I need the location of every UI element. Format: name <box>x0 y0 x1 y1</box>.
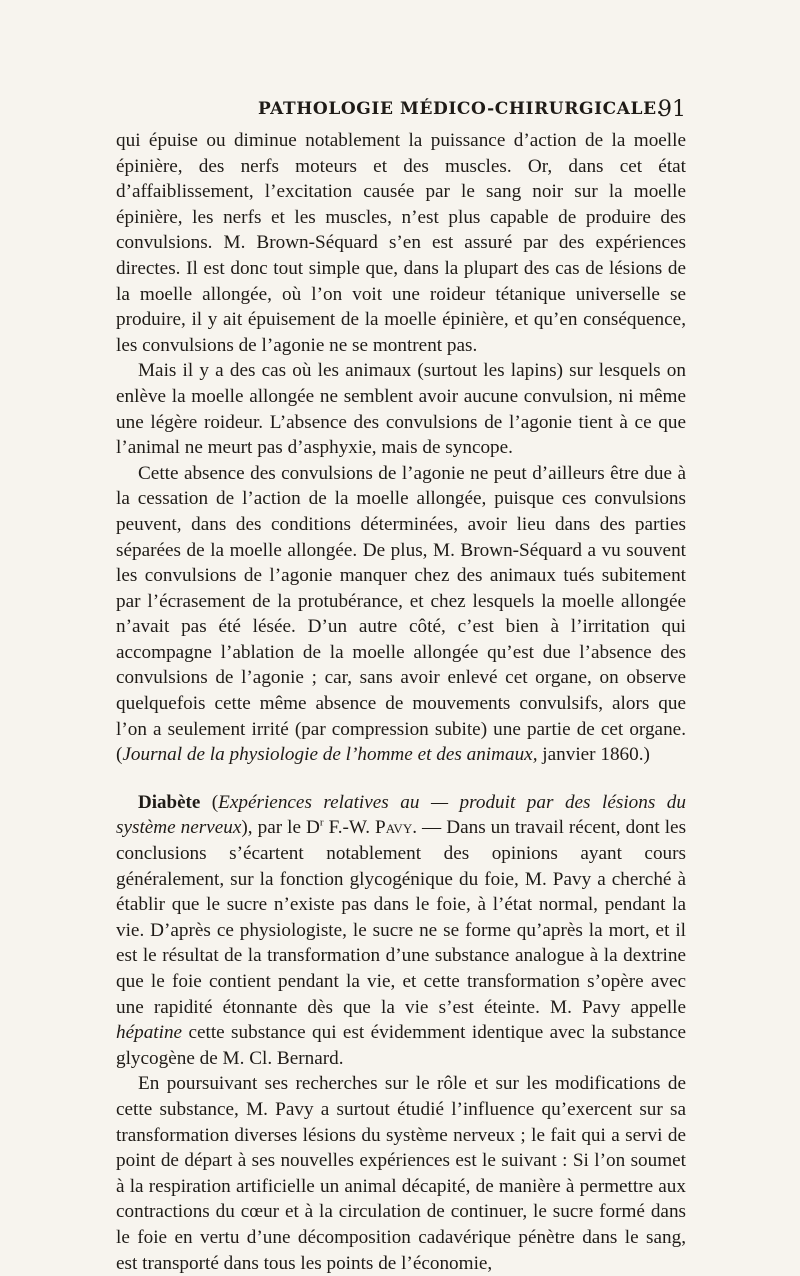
paragraph-1: qui épuise ou diminue notablement la puissance d’action de la moelle épinière, des nerfs moteurs et des muscles. Or, dans cet état d’affaiblissement, l’excitation causée par le sang noir sur la moelle épinière, les nerfs et les muscles, n’est plus capable de produire des convulsions. M. Brown-Séquard s’en est assuré par des expériences directes. Il est donc tout simple que, dans la plupart des cas de lésions de la moelle allongée, où l’on voit une roideur tétanique universelle se produire, il y ait épuisement de la moelle épinière, et qu’en conséquence, les convulsions de l’agonie ne se montrent pas. <box>116 130 686 356</box>
paragraph-diabete <box>116 790 686 1072</box>
paragraph-3 <box>116 461 686 768</box>
page-header <box>116 97 686 127</box>
author-name: F.-W. Pavy <box>323 817 413 839</box>
section-gap <box>116 768 686 790</box>
paragraph-diabete-end: cette substance qui est évidemment identique avec la substance glycogène de M. Cl. Bernard. <box>116 1022 686 1069</box>
paragraph-pavy-research: En poursuivant ses recherches sur le rôle et sur les modifications de cette substance, M. Pavy a surtout étudié l’influence qu’exercent sur sa transformation diverses lésions du système nerveux ; le fait qui a servi de point de départ à ses nouvelles expériences est le suivant : Si l’on soumet à la respiration artificielle un animal décapité, de manière à permettre aux contractions du cœur et à la circulation de continuer, le sucre formé dans le foie en vertu d’une décomposition cadavérique pénètre dans le sang, est transporté dans tous les points de l’économie, <box>116 1073 686 1274</box>
body-text <box>116 128 686 1276</box>
running-title: PATHOLOGIE MÉDICO-CHIRURGICALE. <box>258 99 664 119</box>
section-subtitle: Expériences relatives au — produit par des lésions du système nerveux <box>116 791 686 839</box>
hepatine-term: hépatine <box>116 1022 183 1044</box>
reference-open: ( <box>116 744 123 766</box>
journal-reference-title: Journal de la physiologie de l’homme et des animaux, <box>122 744 538 766</box>
doctor-superscript: r <box>319 817 324 830</box>
section-lead-word: Diabète <box>138 791 201 813</box>
paragraph-2: Mais il y a des cas où les animaux (surtout les lapins) sur lesquels on enlève la moelle allongée ne semblent avoir aucune convulsion, ni même une légère roideur. L’absence des convulsions de l’agonie tient à ce que l’animal ne meurt pas d’asphyxie, mais de syncope. <box>116 360 686 459</box>
journal-reference-date: janvier 1860.) <box>537 744 650 766</box>
subtitle-open: ( <box>200 791 219 813</box>
paragraph-3-text: Cette absence des convulsions de l’agonie ne peut d’ailleurs être due à la cessation de l’action de la moelle allongée, puisque ces convulsions peuvent, dans des conditions déterminées, avoir lieu dans des parties séparées de la moelle allongée. De plus, M. Brown-Séquard a vu souvent les convulsions de l’agonie manquer chez des animaux tués subitement par l’écrasement de la protubérance, et chez lesquels la moelle allongée n’avait pas été lésée. D’un autre côté, c’est bien à l’irritation qui accompagne l’ablation de la moelle allongée qu’est due l’absence des convulsions de l’agonie ; car, sans avoir enlevé cet organe, on observe quelquefois cette même absence de mouvements convulsifs, alors que l’on a seulement irrité (par compression subite) une partie de cet organe. <box>116 462 686 740</box>
page-number: 91 <box>658 97 686 122</box>
paragraph-diabete-text: . — Dans un travail récent, dont les conclusions s’écartent notablement des opinions ayant cours généralement, sur la fonction glycogénique du foie, M. Pavy a cherché à établir que le sucre n’existe pas dans le foie, à l’état normal, pendant la vie. D’après ce physiologiste, le sucre ne se forme qu’après la mort, et il est le résultat de la transformation d’une substance analogue à la dextrine que le foie contient pendant la vie, et cette transformation s’opère avec une rapidité étonnante dès que la vie s’est éteinte. M. Pavy appelle <box>116 817 687 1018</box>
subtitle-close: ), par le D <box>241 817 320 839</box>
